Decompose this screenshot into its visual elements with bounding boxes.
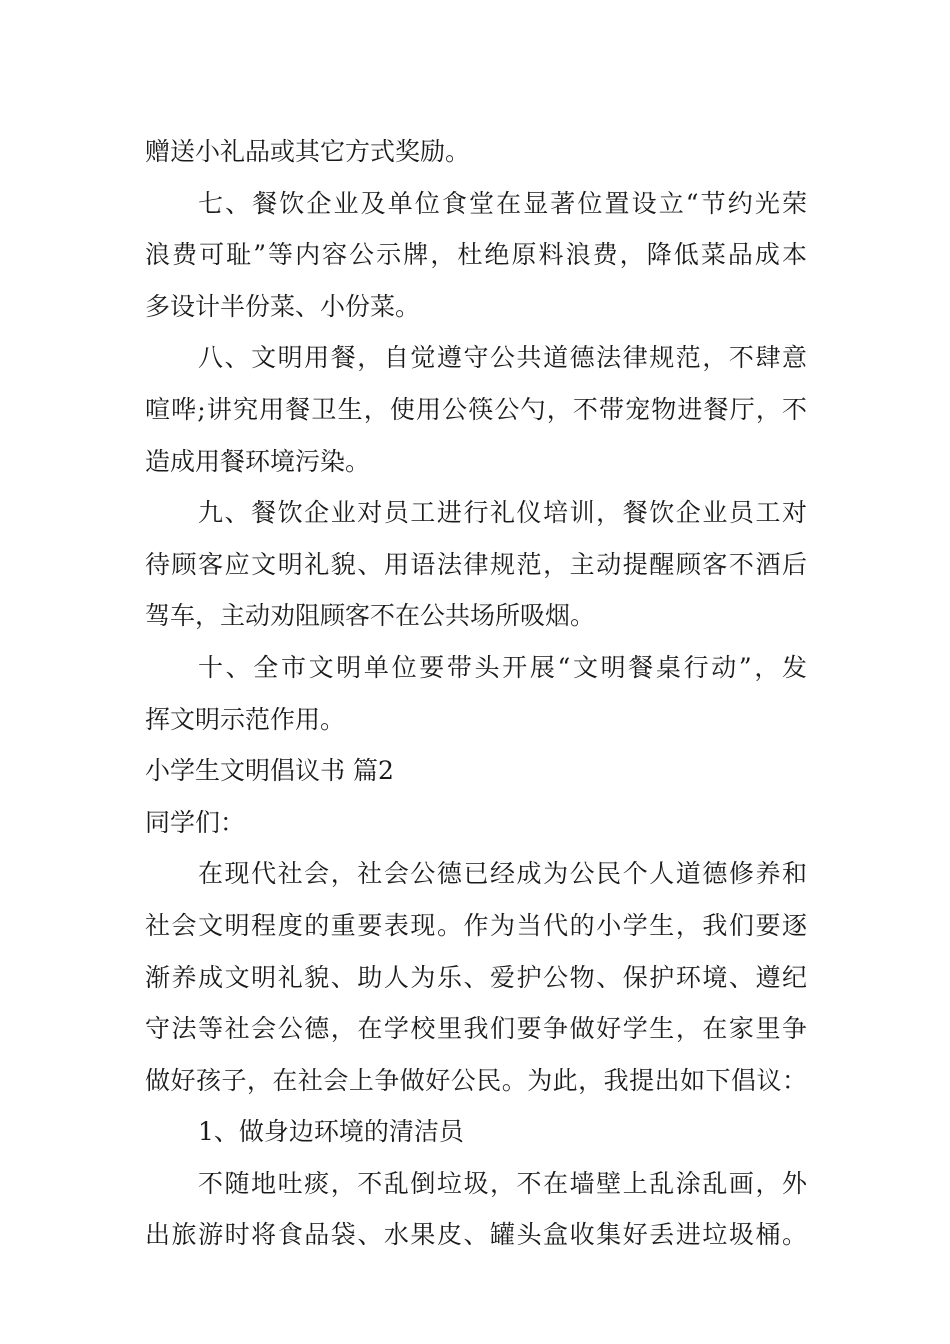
text-line-17: 渐养成文明礼貌、助人为乐、爱护公物、保护环境、遵纪 [145,962,807,992]
text-line-8: 九、餐饮企业对员工进行礼仪培训，餐饮企业员工对 [198,498,807,528]
text-line-18: 守法等社会公德，在学校里我们要争做好学生，在家里争 [145,1014,807,1044]
text-line-22: 出旅游时将食品袋、水果皮、罐头盒收集好丢进垃圾桶。 [145,1220,807,1250]
text-line-5: 八、文明用餐，自觉遵守公共道德法律规范，不肆意 [198,343,807,373]
text-line-21: 不随地吐痰，不乱倒垃圾，不在墙壁上乱涂乱画，外 [198,1168,807,1198]
text-line-10: 驾车，主动劝阻顾客不在公共场所吸烟。 [145,601,596,631]
text-line-3: 浪费可耻”等内容公示牌，杜绝原料浪费，降低菜品成本 [145,240,807,270]
text-line-19: 做好孩子，在社会上争做好公民。为此，我提出如下倡议： [145,1065,807,1095]
section-heading: 小学生文明倡议书 篇2 [145,756,394,786]
list-item-heading: 1、做身边环境的清洁员 [198,1117,464,1147]
text-line-1: 赠送小礼品或其它方式奖励。 [145,137,471,166]
text-line-2: 七、餐饮企业及单位食堂在显著位置设立“节约光荣 [198,188,807,218]
text-line-9: 待顾客应文明礼貌、用语法律规范，主动提醒顾客不酒后 [145,549,807,579]
text-line-11: 十、全市文明单位要带头开展“文明餐桌行动”，发 [198,652,807,682]
text-line-7: 造成用餐环境污染。 [145,446,371,476]
text-line-4: 多设计半份菜、小份菜。 [145,291,421,321]
text-line-16: 社会文明程度的重要表现。作为当代的小学生，我们要逐 [145,910,807,940]
salutation: 同学们： [145,807,246,837]
text-line-6: 喧哗;讲究用餐卫生，使用公筷公勺，不带宠物进餐厅，不 [145,394,807,424]
document-body [145,126,807,1261]
text-line-15: 在现代社会，社会公德已经成为公民个人道德修养和 [198,859,807,889]
text-line-12: 挥文明示范作用。 [145,704,346,734]
